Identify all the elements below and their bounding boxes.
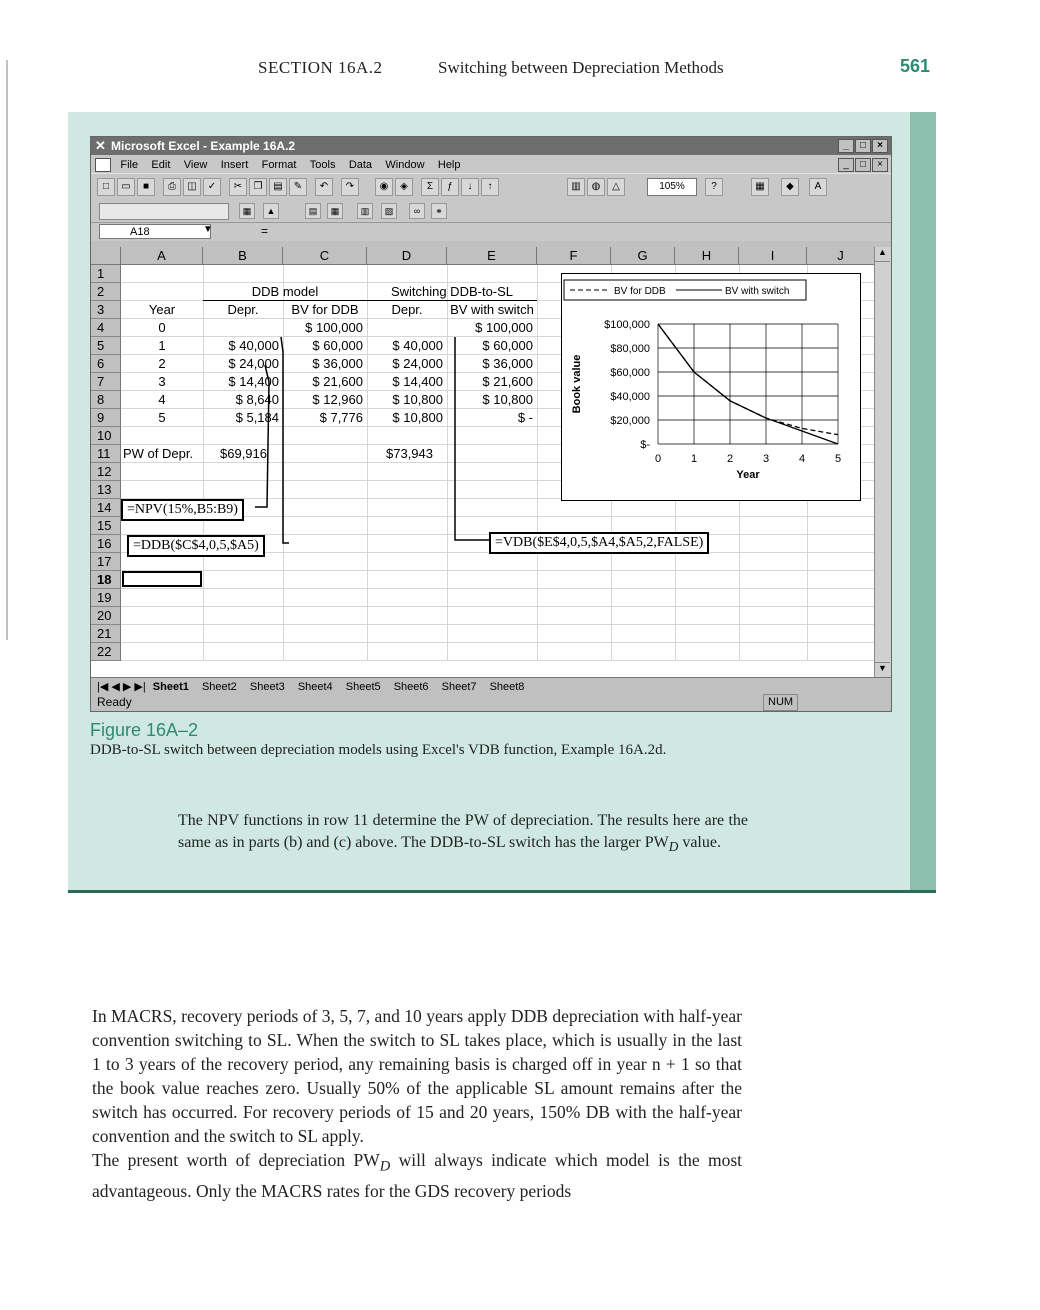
- depr-switch-cell[interactable]: $ 10,800: [392, 410, 443, 425]
- cut-icon[interactable]: ✂: [229, 178, 247, 196]
- table-icon[interactable]: ▦: [327, 203, 343, 219]
- figure-caption: DDB-to-SL switch between depreciation models using Excel's VDB function, Example 16A.2d.: [90, 742, 667, 758]
- x-tick-label: 3: [762, 453, 770, 465]
- y-tick-label: $80,000: [610, 343, 650, 355]
- column-header-d[interactable]: D: [367, 247, 447, 265]
- new-icon[interactable]: □: [97, 178, 115, 196]
- depr-cell[interactable]: $ 24,000: [228, 356, 279, 371]
- depr-cell[interactable]: $ 14,400: [228, 374, 279, 389]
- chart-wizard-icon[interactable]: ▥: [567, 178, 585, 196]
- bv-ddb-cell[interactable]: $ 60,000: [312, 338, 363, 353]
- zoom-select[interactable]: 105%: [647, 178, 697, 196]
- row-header[interactable]: 4: [91, 319, 121, 337]
- link-icon[interactable]: ∞: [409, 203, 425, 219]
- format-painter-icon[interactable]: ✎: [289, 178, 307, 196]
- menu-file[interactable]: File: [120, 159, 139, 171]
- depr-switch-cell[interactable]: $ 10,800: [392, 392, 443, 407]
- legend-entry: BV for DDB: [614, 286, 666, 297]
- row-header[interactable]: 19: [91, 589, 121, 607]
- bv-ddb-cell[interactable]: $ 100,000: [305, 320, 363, 335]
- font-color-icon[interactable]: A: [809, 178, 827, 196]
- bv-switch-cell[interactable]: $ -: [517, 410, 533, 425]
- column-header-c[interactable]: C: [283, 247, 367, 265]
- row-header[interactable]: 16: [91, 535, 121, 553]
- insert-icon[interactable]: ▦: [239, 203, 255, 219]
- column-header-e[interactable]: E: [447, 247, 537, 265]
- bv-ddb-cell[interactable]: $ 12,960: [312, 392, 363, 407]
- x-tick-label: 0: [654, 453, 662, 465]
- npv-callout: =NPV(15%,B5:B9): [121, 499, 244, 521]
- bv-ddb-cell[interactable]: $ 7,776: [319, 410, 363, 425]
- row-header[interactable]: 12: [91, 463, 121, 481]
- tab-sheet4[interactable]: Sheet4: [297, 681, 333, 693]
- switching-label[interactable]: Switching DDB-to-SL: [390, 284, 514, 299]
- tab-sheet7[interactable]: Sheet7: [441, 681, 477, 693]
- doc-restore-button[interactable]: □: [855, 158, 871, 172]
- column-header-g[interactable]: G: [611, 247, 675, 265]
- chart-icon[interactable]: ▲: [263, 203, 279, 219]
- scroll-up-icon[interactable]: ▲: [875, 247, 890, 262]
- tab-sheet1[interactable]: Sheet1: [152, 681, 189, 693]
- print-icon[interactable]: ⎙: [163, 178, 181, 196]
- tab-nav-icon[interactable]: |◀ ◀ ▶ ▶|: [97, 681, 146, 693]
- legend-entry: BV with switch: [725, 286, 790, 297]
- x-tick-label: 1: [690, 453, 698, 465]
- autosum-icon[interactable]: Σ: [421, 178, 439, 196]
- row-header[interactable]: 6: [91, 355, 121, 373]
- tab-sheet8[interactable]: Sheet8: [489, 681, 525, 693]
- function-icon[interactable]: ƒ: [441, 178, 459, 196]
- depr-cell[interactable]: $ 5,184: [235, 410, 279, 425]
- column-header-b[interactable]: B: [203, 247, 283, 265]
- row-header[interactable]: 10: [91, 427, 121, 445]
- y-tick-label: $100,000: [604, 319, 650, 331]
- bv-ddb-header[interactable]: BV for DDB: [291, 302, 359, 317]
- column-header-f[interactable]: F: [537, 247, 611, 265]
- row-header[interactable]: 1: [91, 265, 121, 283]
- status-bar: [91, 693, 891, 711]
- tab-sheet5[interactable]: Sheet5: [345, 681, 381, 693]
- row-header[interactable]: 2: [91, 283, 121, 301]
- redo-icon[interactable]: ↷: [341, 178, 359, 196]
- panel-paragraph: The NPV functions in row 11 determine the PW of depreciation. The results here are the same as in parts (b) and (c) above. The DDB-to-SL switch has the larger $PW_D$ value.: [178, 812, 748, 855]
- formula-bar: [91, 222, 891, 241]
- bv-switch-cell[interactable]: $ 36,000: [482, 356, 533, 371]
- depr-switch-cell[interactable]: $ 24,000: [392, 356, 443, 371]
- menu-window[interactable]: Window: [385, 159, 425, 171]
- row-header[interactable]: 18: [91, 571, 121, 589]
- undo-icon[interactable]: ↶: [315, 178, 333, 196]
- borders-icon[interactable]: ▦: [751, 178, 769, 196]
- font-select[interactable]: [99, 203, 229, 220]
- depr-cell[interactable]: $ 40,000: [228, 338, 279, 353]
- sort-ascending-icon[interactable]: ↓: [461, 178, 479, 196]
- x-tick-label: 4: [798, 453, 806, 465]
- window-controls: [838, 139, 888, 153]
- web-toolbar-icon[interactable]: ◈: [395, 178, 413, 196]
- body-paragraph: In MACRS, recovery periods of 3, 5, 7, and 10 years apply DDB depreciation with half-year convention switching to SL. When the switch to SL takes place, which is usually in the last 1 to 3 years of the recovery period, any remaining basis is charged off in year n + 1 so that the book value reaches zero. Usually 50% of the applicable SL amount remains after the switch has occurred. For recovery periods of 15 and 20 years, 150% DB with the half-year convention and the switch to SL apply.: [92, 1006, 742, 1146]
- vdb-callout: =VDB($E$4,0,5,$A4,$A5,2,FALSE): [489, 532, 709, 554]
- row-header[interactable]: 22: [91, 643, 121, 661]
- depr-switch-cell[interactable]: $ 40,000: [392, 338, 443, 353]
- menu-view[interactable]: View: [183, 159, 208, 171]
- close-button[interactable]: ×: [872, 139, 888, 153]
- body-text: [92, 1004, 742, 1203]
- book-value-chart[interactable]: [561, 273, 861, 501]
- depr-header[interactable]: Depr.: [227, 302, 259, 317]
- chart-canvas: [562, 274, 860, 500]
- row-header[interactable]: 11: [91, 445, 121, 463]
- row-header[interactable]: 7: [91, 373, 121, 391]
- pw-label[interactable]: PW of Depr.: [123, 446, 194, 461]
- bv-switch-cell[interactable]: $ 21,600: [482, 374, 533, 389]
- panel-edge: [910, 112, 936, 892]
- x-tick-label: 5: [834, 453, 842, 465]
- document-icon[interactable]: [95, 158, 111, 172]
- doc-minimize-button[interactable]: _: [838, 158, 854, 172]
- worksheet-grid[interactable]: [91, 247, 891, 677]
- paste-icon[interactable]: ▤: [269, 178, 287, 196]
- year-cell[interactable]: 4: [158, 392, 166, 407]
- column-header-a[interactable]: A: [121, 247, 203, 265]
- row-header[interactable]: 20: [91, 607, 121, 625]
- sort-descending-icon[interactable]: ↑: [481, 178, 499, 196]
- bv-switch-cell[interactable]: $ 100,000: [475, 320, 533, 335]
- figure-label: Figure 16A–2: [90, 720, 199, 740]
- bv-switch-cell[interactable]: $ 10,800: [482, 392, 533, 407]
- doc-close-button[interactable]: ×: [872, 158, 888, 172]
- save-icon[interactable]: ■: [137, 178, 155, 196]
- menu-bar: [91, 155, 891, 173]
- formatting-toolbar: [91, 200, 891, 222]
- bv-ddb-cell[interactable]: $ 21,600: [312, 374, 363, 389]
- year-cell[interactable]: 0: [158, 320, 166, 335]
- menu-help[interactable]: Help: [437, 159, 461, 171]
- y-tick-label: $60,000: [610, 367, 650, 379]
- row-header[interactable]: 17: [91, 553, 121, 571]
- maximize-button[interactable]: □: [855, 139, 871, 153]
- vdb-leader: [455, 337, 489, 540]
- y-tick-label: $20,000: [610, 415, 650, 427]
- standard-toolbar: [91, 173, 891, 200]
- column-header-h[interactable]: H: [675, 247, 739, 265]
- row-header[interactable]: 15: [91, 517, 121, 535]
- doc-window-controls: [838, 158, 888, 172]
- map-icon[interactable]: ◍: [587, 178, 605, 196]
- y-tick-label: $-: [640, 439, 650, 451]
- bv-switch-header[interactable]: BV with switch: [450, 302, 534, 317]
- row-header[interactable]: 5: [91, 337, 121, 355]
- window-title: Microsoft Excel - Example 16A.2: [111, 139, 296, 153]
- menu-insert[interactable]: Insert: [220, 159, 249, 171]
- ddb-callout: =DDB($C$4,0,5,$A5): [127, 535, 265, 557]
- row-header[interactable]: 8: [91, 391, 121, 409]
- series-line-bv-ddb: [658, 324, 838, 435]
- y-axis-label: Book value: [571, 354, 583, 414]
- margin-mark: [6, 60, 8, 640]
- row-header[interactable]: 13: [91, 481, 121, 499]
- name-box[interactable]: A18: [99, 224, 211, 239]
- section-label: SECTION 16A.2: [258, 58, 383, 77]
- column-header-i[interactable]: I: [739, 247, 807, 265]
- minimize-button[interactable]: _: [838, 139, 854, 153]
- print-preview-icon[interactable]: ◫: [183, 178, 201, 196]
- status-text: Ready: [97, 695, 132, 709]
- year-cell[interactable]: 5: [158, 410, 166, 425]
- vertical-scrollbar[interactable]: [874, 247, 891, 677]
- column-header-j[interactable]: J: [807, 247, 875, 265]
- formula-equals[interactable]: =: [261, 224, 269, 238]
- name-box-dropdown-icon[interactable]: ▼: [203, 224, 213, 235]
- page-number: 561: [900, 56, 931, 76]
- help-icon[interactable]: ?: [705, 178, 723, 196]
- columns-icon[interactable]: ▧: [381, 203, 397, 219]
- depr-header-2[interactable]: Depr.: [391, 302, 423, 317]
- tab-sheet6[interactable]: Sheet6: [393, 681, 429, 693]
- year-header[interactable]: Year: [148, 302, 176, 317]
- menu-data[interactable]: Data: [348, 159, 373, 171]
- num-lock-indicator: NUM: [763, 694, 798, 711]
- ddb-leader: [281, 337, 289, 543]
- row-header[interactable]: 9: [91, 409, 121, 427]
- row-header[interactable]: 21: [91, 625, 121, 643]
- hyperlink-icon[interactable]: ◉: [375, 178, 393, 196]
- pw-ddb-cell[interactable]: $69,916: [220, 446, 267, 461]
- year-cell[interactable]: 3: [158, 374, 166, 389]
- spelling-icon[interactable]: ✓: [203, 178, 221, 196]
- x-tick-label: 2: [726, 453, 734, 465]
- menu-tools[interactable]: Tools: [309, 159, 336, 171]
- excel-icon: ✕: [95, 138, 106, 153]
- menu-format[interactable]: Format: [261, 159, 297, 171]
- body-paragraph: The present worth of depreciation $PW_D$ will always indicate which model is the most advantageous. Only the MACRS rates for the GDS recovery periods: [92, 1150, 742, 1201]
- section-title: Switching between Depreciation Methods: [438, 58, 724, 77]
- fill-color-icon[interactable]: ◆: [781, 178, 799, 196]
- list-icon[interactable]: ▤: [305, 203, 321, 219]
- pw-switch-cell[interactable]: $73,943: [386, 446, 433, 461]
- tab-sheet3[interactable]: Sheet3: [249, 681, 285, 693]
- bv-switch-cell[interactable]: $ 60,000: [482, 338, 533, 353]
- bv-ddb-cell[interactable]: $ 36,000: [312, 356, 363, 371]
- scroll-down-icon[interactable]: ▼: [875, 662, 890, 677]
- drawing-icon[interactable]: △: [607, 178, 625, 196]
- depr-switch-cell[interactable]: $ 14,400: [392, 374, 443, 389]
- year-cell[interactable]: 1: [158, 338, 166, 353]
- tab-sheet2[interactable]: Sheet2: [201, 681, 237, 693]
- page-header: [0, 56, 1040, 84]
- row-header[interactable]: 3: [91, 301, 121, 319]
- open-icon[interactable]: ▭: [117, 178, 135, 196]
- menu-edit[interactable]: Edit: [151, 159, 171, 171]
- title-bar: [91, 137, 891, 155]
- unlink-icon[interactable]: ⚭: [431, 203, 447, 219]
- x-axis-label: Year: [736, 469, 760, 481]
- panel-rule: [68, 890, 936, 893]
- year-cell[interactable]: 2: [158, 356, 166, 371]
- excel-window: [90, 136, 892, 712]
- ddb-model-label[interactable]: DDB model: [251, 284, 319, 299]
- npv-leader: [255, 365, 269, 507]
- row-header[interactable]: 14: [91, 499, 121, 517]
- y-tick-label: $40,000: [610, 391, 650, 403]
- grid-icon[interactable]: ▥: [357, 203, 373, 219]
- copy-icon[interactable]: ❐: [249, 178, 267, 196]
- series-line-bv-switch: [658, 324, 838, 444]
- depr-cell[interactable]: $ 8,640: [235, 392, 279, 407]
